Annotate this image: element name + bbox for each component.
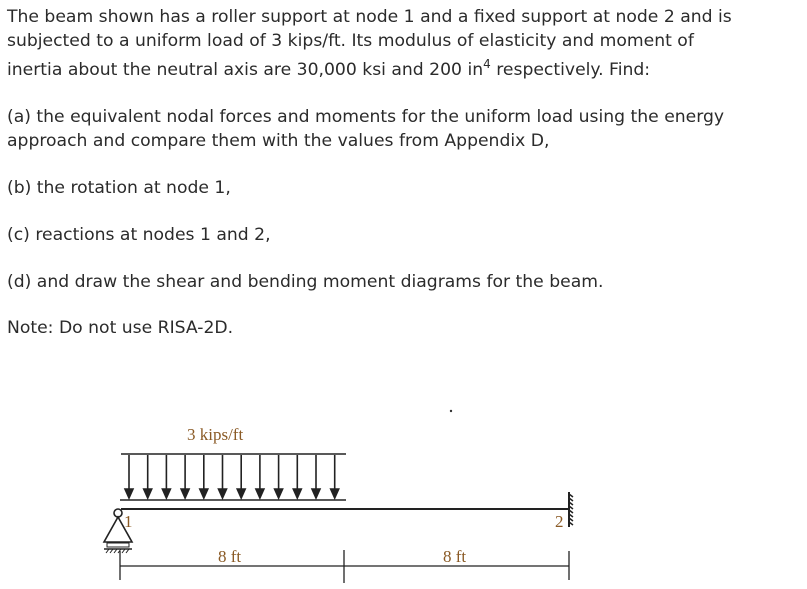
problem-line-1: The beam shown has a roller support at node 1 and a fixed support at node 2 and is [7, 7, 732, 27]
load-arrowhead [331, 489, 339, 498]
part-c: (c) reactions at nodes 1 and 2, [7, 225, 271, 245]
note: Note: Do not use RISA-2D. [7, 318, 234, 338]
load-arrowhead [125, 489, 133, 498]
fixed-support-icon [569, 492, 573, 527]
part-b: (b) the rotation at node 1, [7, 178, 231, 198]
load-arrowhead [237, 489, 245, 498]
load-label: 3 kips/ft [187, 425, 244, 444]
load-arrowhead [162, 489, 170, 498]
part-a-line-1: (a) the equivalent nodal forces and moments for the uniform load using the energy [7, 107, 725, 127]
load-arrowhead [256, 489, 264, 498]
node-1-label: 1 [124, 512, 133, 531]
problem-line-2: subjected to a uniform load of 3 kips/ft. Its modulus of elasticity and moment of [7, 31, 694, 51]
span-2-label: 8 ft [443, 547, 467, 566]
load-arrowhead [181, 489, 189, 498]
distributed-load [120, 454, 346, 500]
text: respectively. Find: [490, 60, 651, 80]
text: inertia about the neutral axis are 30,000 ksi and 200 in [7, 60, 484, 80]
load-arrowhead [200, 489, 208, 498]
load-arrowhead [219, 489, 227, 498]
load-arrowhead [293, 489, 301, 498]
load-arrowhead [275, 489, 283, 498]
stray-dot [450, 410, 452, 412]
node-2-label: 2 [555, 512, 564, 531]
load-arrowhead [144, 489, 152, 498]
dimension-lines [120, 550, 569, 583]
part-a-line-2: approach and compare them with the values from Appendix D, [7, 131, 550, 151]
span-1-label: 8 ft [218, 547, 242, 566]
superscript: 4 [483, 57, 491, 71]
load-arrowhead [312, 489, 320, 498]
part-d: (d) and draw the shear and bending moment diagrams for the beam. [7, 272, 604, 292]
